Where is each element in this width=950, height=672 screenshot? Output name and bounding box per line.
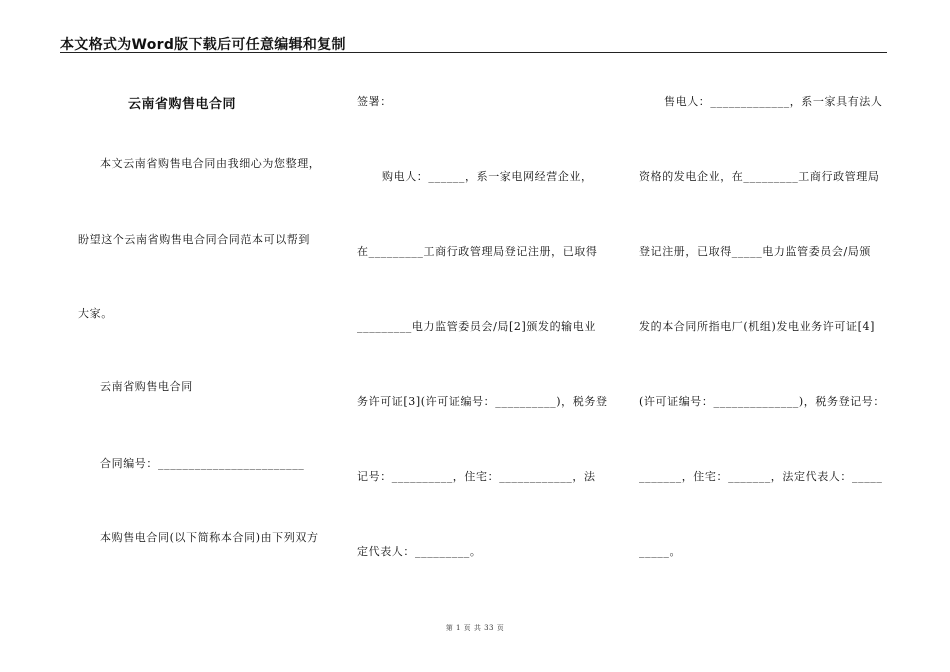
paragraph-line: 签署： [357,95,392,108]
header-rule [60,52,887,53]
contract-number-line: 合同编号：________________________ [100,457,305,470]
paragraph-line: 售电人：_____________，系一家具有法人 [664,95,883,108]
document-title: 云南省购售电合同 [128,97,237,112]
paragraph-line: 资格的发电企业，在_________工商行政管理局 [639,170,880,183]
paragraph-line: 盼望这个云南省购售电合同合同范本可以帮到 [78,233,310,246]
paragraph-line: 务许可证[3](许可证编号：__________)，税务登 [357,395,608,408]
paragraph-line: (许可证编号：______________)，税务登记号： [639,395,885,408]
paragraph-line: _______，住宅：_______，法定代表人：_____ [639,470,883,483]
paragraph-line: _____。 [639,545,682,558]
page-footer: 第 1 页 共 33 页 [445,624,505,632]
paragraph-line: 大家。 [78,307,113,320]
paragraph-line: 购电人：______，系一家电网经营企业， [382,170,593,183]
paragraph-line: 登记注册，已取得_____电力监管委员会/局颁 [639,245,872,258]
section-heading: 云南省购售电合同 [100,380,193,393]
paragraph-line: 发的本合同所指电厂(机组)发电业务许可证[4] [639,320,875,333]
paragraph-line: 定代表人：_________。 [357,545,482,558]
header-text: 本文格式为Word版下载后可任意编辑和复制 [60,37,346,53]
paragraph-line: _________电力监管委员会/局[2]颁发的输电业 [357,320,596,333]
paragraph-line: 本文云南省购售电合同由我细心为您整理， [100,157,321,170]
paragraph-line: 在_________工商行政管理局登记注册，已取得 [357,245,598,258]
paragraph-line: 记号：__________，住宅：____________，法 [357,470,596,483]
paragraph-line: 本购售电合同(以下简称本合同)由下列双方 [100,531,319,544]
